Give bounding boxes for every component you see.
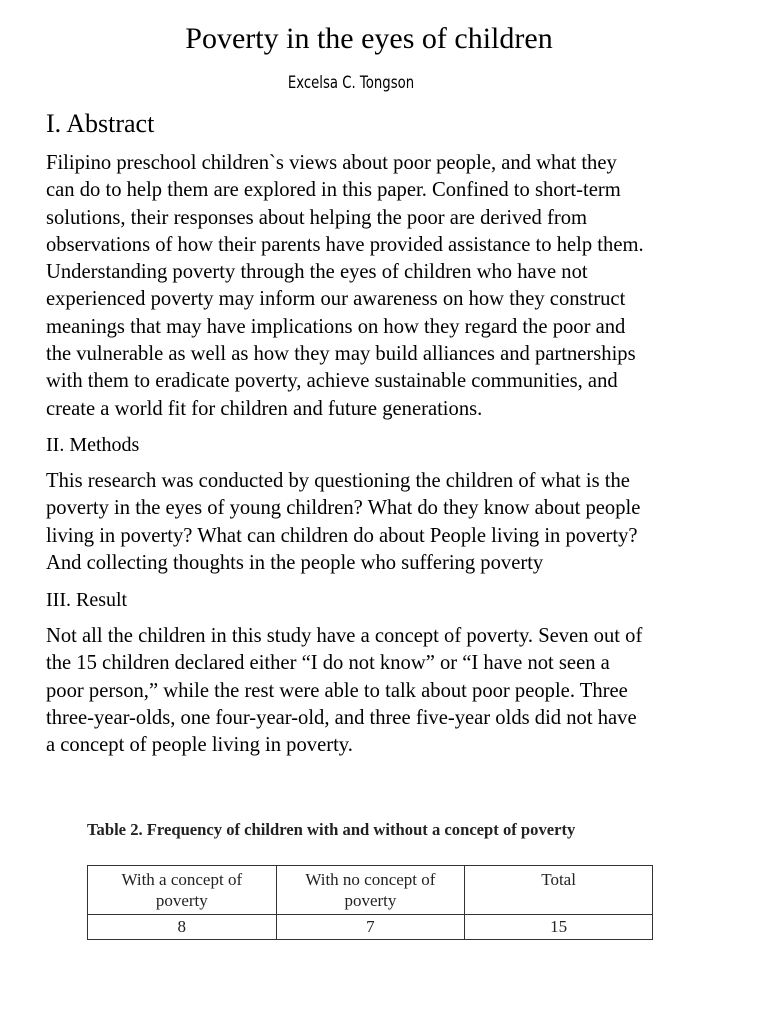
header-text: poverty xyxy=(344,891,397,910)
table-header-cell xyxy=(88,866,277,915)
methods-line: And collecting thoughts in the people who suffering poverty xyxy=(46,551,544,574)
header-text: With no concept of xyxy=(305,870,436,889)
result-line: a concept of people living in poverty. xyxy=(46,734,353,757)
result-paragraph xyxy=(46,623,736,759)
abstract-line: solutions, their responses about helping the poor are derived from xyxy=(46,206,588,229)
table-cell: 15 xyxy=(465,915,653,940)
table-caption: Table 2. Frequency of children with and without a concept of poverty xyxy=(87,820,576,839)
abstract-paragraph xyxy=(46,150,736,423)
methods-line: living in poverty? What can children do about People living in poverty? xyxy=(46,524,638,547)
abstract-line: the vulnerable as well as how they may build alliances and partnerships xyxy=(46,343,636,366)
result-line: three-year-olds, one four-year-old, and three five-year olds did not have xyxy=(46,706,637,729)
abstract-line: meanings that may have implications on how they regard the poor and xyxy=(46,315,626,338)
table-header-cell xyxy=(276,866,465,915)
abstract-line: create a world fit for children and future generations. xyxy=(46,397,483,420)
methods-line: poverty in the eyes of young children? What do they know about people xyxy=(46,497,641,520)
table-header-row xyxy=(88,866,653,915)
abstract-line: Understanding poverty through the eyes of children who have not xyxy=(46,261,588,284)
abstract-line: observations of how their parents have provided assistance to help them. xyxy=(46,233,644,256)
methods-line: This research was conducted by questioning the children of what is the xyxy=(46,470,630,492)
table-header-cell xyxy=(465,866,653,915)
frequency-table xyxy=(87,865,653,940)
result-line: Not all the children in this study have a concept of poverty. Seven out of xyxy=(46,625,643,647)
result-line: poor person,” while the rest were able to talk about poor people. Three xyxy=(46,679,628,702)
methods-heading: II. Methods xyxy=(46,434,140,456)
abstract-line: with them to eradicate poverty, achieve sustainable communities, and xyxy=(46,370,618,393)
table-cell: 8 xyxy=(88,915,277,940)
header-text: Total xyxy=(541,870,576,889)
abstract-line: can do to help them are explored in this paper. Confined to short-term xyxy=(46,179,621,202)
methods-paragraph xyxy=(46,468,736,577)
result-line: the 15 children declared either “I do not know” or “I have not seen a xyxy=(46,652,610,675)
table-cell: 7 xyxy=(276,915,465,940)
result-heading: III. Result xyxy=(46,589,128,611)
author-name: Excelsa C. Tongson xyxy=(287,73,415,93)
header-text: poverty xyxy=(155,891,208,910)
header-text: With a concept of xyxy=(121,870,243,889)
paper-title: Poverty in the eyes of children xyxy=(185,22,553,55)
abstract-line: Filipino preschool children`s views about poor people, and what they xyxy=(46,152,617,174)
abstract-heading: I. Abstract xyxy=(46,109,155,138)
abstract-line: experienced poverty may inform our awareness on how they construct xyxy=(46,288,626,311)
table-row xyxy=(88,915,653,940)
